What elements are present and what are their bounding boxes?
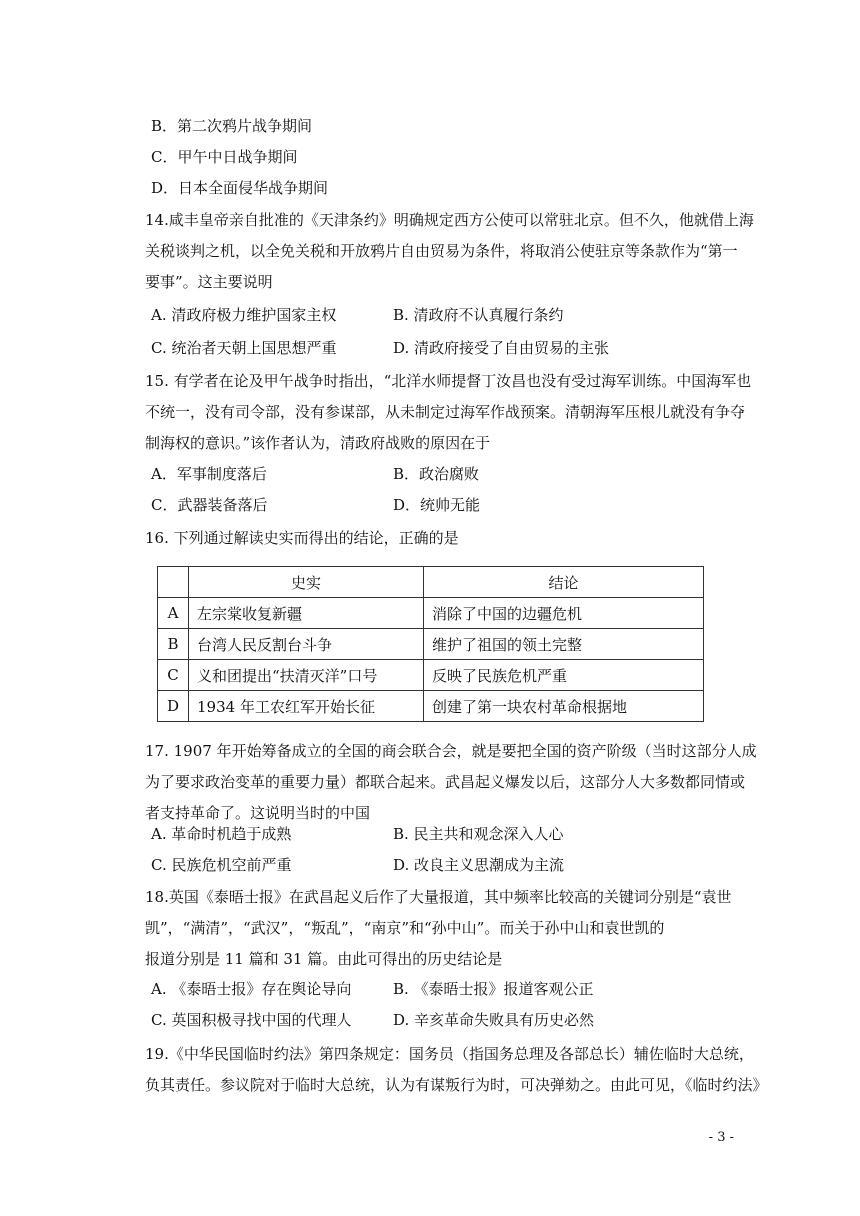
q18-stem-line-1: 18.英国《泰晤士报》在武昌起义后作了大量报道，其中频率比较高的关键词分别是“袁世 — [145, 888, 732, 906]
q18-option-b: B. 《泰晤士报》报道客观公正 — [393, 980, 594, 998]
table-cell: 义和团提出“扶清灭洋”口号 — [189, 660, 424, 691]
table-cell: C — [158, 660, 189, 691]
table-row — [158, 660, 704, 691]
q13-option-d: D．日本全面侵华战争期间 — [151, 179, 329, 197]
q17-option-b: B. 民主共和观念深入人心 — [393, 825, 564, 843]
table-header-cell: 史实 — [189, 567, 424, 598]
q19-stem-line-1: 19.《中华民国临时约法》第四条规定：国务员（指国务总理及各部总长）辅佐临时大总统， — [145, 1045, 754, 1063]
table-cell: 左宗棠收复新疆 — [189, 598, 424, 629]
table-cell: 创建了第一块农村革命根据地 — [424, 691, 704, 722]
page-number: - 3 - — [708, 1130, 734, 1145]
table-row — [158, 691, 704, 722]
table-cell: 1934 年工农红军开始长征 — [189, 691, 424, 722]
q17-stem-line-2: 为了要求政治变革的重要力量）都联合起来。武昌起义爆发以后，这部分人大多数都同情或 — [145, 773, 746, 791]
table-cell: A — [158, 598, 189, 629]
table-header-cell: 结论 — [424, 567, 704, 598]
q14-option-b: B. 清政府不认真履行条约 — [393, 306, 564, 324]
q17-stem-line-3: 者支持革命了。这说明当时的中国 — [145, 804, 371, 822]
table-cell: 反映了民族危机严重 — [424, 660, 704, 691]
q18-option-c: C. 英国积极寻找中国的代理人 — [151, 1011, 352, 1029]
q17-option-c: C. 民族危机空前严重 — [151, 856, 292, 874]
q17-option-a: A. 革命时机趋于成熟 — [151, 825, 292, 843]
q17-stem-line-1: 17. 1907 年开始筹备成立的全国的商会联合会，就是要把全国的资产阶级（当时这部分人成 — [145, 742, 757, 760]
table-cell: 维护了祖国的领土完整 — [424, 629, 704, 660]
q18-option-d: D. 辛亥革命失败具有历史必然 — [393, 1011, 595, 1029]
q15-option-a: A．军事制度落后 — [151, 465, 267, 483]
q14-option-a: A. 清政府极力维护国家主权 — [151, 306, 337, 324]
table-row — [158, 629, 704, 660]
q14-stem-line-3: 要事”。这主要说明 — [145, 273, 273, 291]
q17-option-d: D. 改良主义思潮成为主流 — [393, 856, 565, 874]
table-header-cell — [158, 567, 189, 598]
q18-option-a: A. 《泰晤士报》存在舆论导向 — [151, 980, 352, 998]
q15-option-b: B．政治腐败 — [393, 465, 480, 483]
q15-option-c: C．武器装备落后 — [151, 496, 268, 514]
table-row — [158, 598, 704, 629]
q19-stem-line-2: 负其责任。参议院对于临时大总统，认为有谋叛行为时，可决弹劾之。由此可见，《临时约法》 — [145, 1076, 768, 1094]
table-header-row — [158, 567, 704, 598]
table-cell: D — [158, 691, 189, 722]
q15-option-d: D．统帅无能 — [393, 496, 481, 514]
q14-stem-line-1: 14.咸丰皇帝亲自批准的《天津条约》明确规定西方公使可以常驻北京。但不久，他就借上海 — [145, 211, 754, 229]
q15-stem-line-1: 15. 有学者在论及甲午战争时指出，“北洋水师提督丁汝昌也没有受过海军训练。中国海军也 — [145, 372, 752, 390]
q18-stem-line-2: 凯”，“满清”，“武汉”，“叛乱”，“南京”和“孙中山”。而关于孙中山和袁世凯的 — [145, 919, 665, 937]
q14-option-c: C. 统治者天朝上国思想严重 — [151, 339, 337, 357]
table-cell: 台湾人民反割台斗争 — [189, 629, 424, 660]
q15-stem-line-2: 不统一，没有司令部，没有参谋部，从未制定过海军作战预案。清朝海军压根儿就没有争夺 — [145, 403, 746, 421]
q14-option-d: D. 清政府接受了自由贸易的主张 — [393, 339, 610, 357]
q13-option-b: B．第二次鸦片战争期间 — [151, 117, 313, 135]
table-cell: 消除了中国的边疆危机 — [424, 598, 704, 629]
q18-stem-line-3: 报道分别是 11 篇和 31 篇。由此可得出的历史结论是 — [145, 950, 503, 968]
table-cell: B — [158, 629, 189, 660]
q16-stem: 16. 下列通过解读史实而得出的结论，正确的是 — [145, 529, 459, 547]
q13-option-c: C．甲午中日战争期间 — [151, 148, 298, 166]
q16-table — [157, 566, 704, 722]
q15-stem-line-3: 制海权的意识。”该作者认为，清政府战败的原因在于 — [145, 434, 491, 452]
q14-stem-line-2: 关税谈判之机，以全免关税和开放鸦片自由贸易为条件，将取消公使驻京等条款作为“第一 — [145, 242, 738, 260]
